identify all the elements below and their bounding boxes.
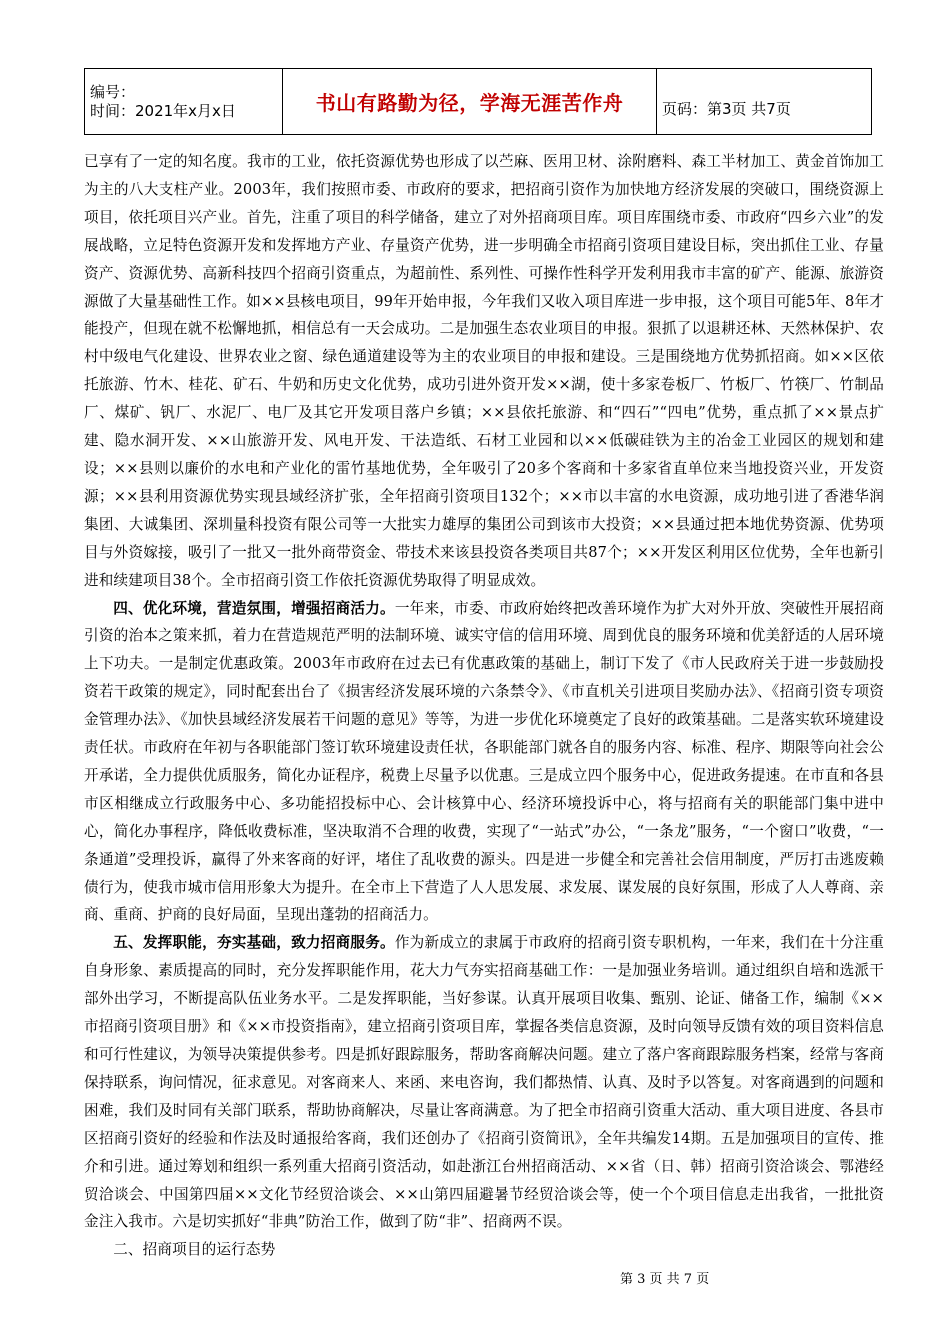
paragraph — [84, 148, 884, 595]
page-header — [84, 68, 872, 135]
section-heading: 五、发挥职能，夯实基础，致力招商服务。 — [113, 934, 395, 952]
header-meta — [85, 69, 283, 135]
page-footer: 第 3 页 共 7 页 — [620, 1272, 710, 1287]
paragraph-text: 一年来，市委、市政府始终把改善环境作为扩大对外开放、突破性开展招商引资的治本之策来抓，着力在营造规范严明的法制环境、诚实守信的信用环境、周到优良的服务环境和优美舒适的人居环境上下功夫。一是制定优惠政策。2003年市政府在过去已有优惠政策的基础上，制订下发了《市人民政府关于进一步鼓励投资若干政策的规定》，同时配套出台了《损害经济发展环境的六条禁令》、《市直机关引进项目奖励办法》、《招商引资专项资金管理办法》、《加快县域经济发展若干问题的意见》等等，为进一步优化环境奠定了良好的政策基础。二是落实软环境建设责任状。市政府在年初与各职能部门签订软环境建设责任状，各职能部门就各自的服务内容、标准、程序、期限等向社会公开承诺，全力提供优质服务，简化办证程序，税费上尽量予以优惠。三是成立四个服务中心，促进政务提速。在市直和各县市区相继成立行政服务中心、多功能招投标中心、会计核算中心、经济环境投诉中心，将与招商有关的职能部门集中进中心，简化办事程序，降低收费标准，坚决取消不合理的收费，实现了“一站式”办公，“一条龙”服务，“一个窗口”收费，“一条通道”受理投诉，赢得了外来客商的好评，堵住了乱收费的源头。四是进一步健全和完善社会信用制度，严厉打击逃废赖债行为，使我市城市信用形象大为提升。在全市上下营造了人人思发展、求发展、谋发展的良好氛围，形成了人人尊商、亲商、重商、护商的良好局面，呈现出蓬勃的招商活力。 — [84, 599, 884, 924]
section-heading: 四、优化环境，营造氛围，增强招商活力。 — [113, 599, 395, 617]
document-number: 编号： — [90, 82, 136, 101]
paragraph-section-four — [84, 595, 884, 930]
header-page-number: 页码：第3页 共7页 — [657, 69, 872, 135]
document-body — [84, 148, 884, 1264]
paragraph-text: 已享有了一定的知名度。我市的工业，依托资源优势也形成了以苎麻、医用卫材、涂附磨料、森工半材加工、黄金首饰加工为主的八大支柱产业。2003年，我们按照市委、市政府的要求，把招商引资作为加快地方经济发展的突破口，围绕资源上项目，依托项目兴产业。首先，注重了项目的科学储备，建立了对外招商项目库。项目库围绕市委、市政府“四乡六业”的发展战略，立足特色资源开发和发挥地方产业、存量资产优势，进一步明确全市招商引资项目建设目标，突出抓住工业、存量资产、资源优势、高新科技四个招商引资重点，为超前性、系列性、可操作性科学开发利用我市丰富的矿产、能源、旅游资源做了大量基础性工作。如××县核电项目，99年开始申报，今年我们又收入项目库进一步申报，这个项目可能5年、8年才能投产，但现在就不松懈地抓，相信总有一天会成功。二是加强生态农业项目的申报。狠抓了以退耕还林、天然林保护、农村中级电气化建设、世界农业之窗、绿色通道建设等为主的农业项目的申报和建设。三是围绕地方优势抓招商。如××区依托旅游、竹木、桂花、矿石、牛奶和历史文化优势，成功引进外资开发××湖，使十多家卷板厂、竹板厂、竹筷厂、竹制品厂、煤矿、钒厂、水泥厂、电厂及其它开发项目落户乡镇；××县依托旅游、和“四石”“四电”优势，重点抓了××景点扩建、隐水洞开发、××山旅游开发、风电开发、干法造纸、石材工业园和以××低碳硅铁为主的冶金工业园区的规划和建设；××县则以廉价的水电和产业化的雷竹基地优势，全年吸引了20多个客商和十多家省直单位来当地投资兴业，开发资源；××县利用资源优势实现县域经济扩张，全年招商引资项目132个；××市以丰富的水电资源，成功地引进了香港华润集团、大诚集团、深圳量科投资有限公司等一大批实力雄厚的集团公司到该市大投资；××县通过把本地优势资源、优势项目与外资嫁接，吸引了一批又一批外商带资金、带技术来该县投资各类项目共87个；××开发区利用区位优势，全年也新引进和续建项目38个。全市招商引资工作依托资源优势取得了明显成效。 — [84, 153, 884, 589]
subsection-heading — [84, 1236, 884, 1264]
paragraph-text: 作为新成立的隶属于市政府的招商引资专职机构，一年来，我们在十分注重自身形象、素质提高的同时，充分发挥职能作用，花大力气夯实招商基础工作：一是加强业务培训。通过组织自培和选派干部外出学习，不断提高队伍业务水平。二是发挥职能，当好参谋。认真开展项目收集、甄别、论证、储备工作，编制《××市招商引资项目册》和《××市投资指南》，建立招商引资项目库，掌握各类信息资源，及时向领导反馈有效的项目资料信息和可行性建议，为领导决策提供参考。四是抓好跟踪服务，帮助客商解决问题。建立了落户客商跟踪服务档案，经常与客商保持联系，询问情况，征求意见。对客商来人、来函、来电咨询，我们都热情、认真、及时予以答复。对客商遇到的问题和困难，我们及时同有关部门联系，帮助协商解决，尽量让客商满意。为了把全市招商引资重大活动、重大项目进度、各县市区招商引资好的经验和作法及时通报给客商，我们还创办了《招商引资简讯》，全年共编发14期。五是加强项目的宣传、推介和引进。通过筹划和组织一系列重大招商引资活动，如赴浙江台州招商活动、××省（日、韩）招商引资洽谈会、鄂港经贸洽谈会、中国第四届××文化节经贸洽谈会、××山第四届避暑节经贸洽谈会等，使一个个项目信息走出我省，一批批资金注入我市。六是切实抓好“非典”防治工作，做到了防“非”、招商两不误。 — [84, 934, 884, 1231]
paragraph-section-five — [84, 929, 884, 1236]
paragraph-text: 二、招商项目的运行态势 — [113, 1241, 276, 1259]
header-motto: 书山有路勤为径，学海无涯苦作舟 — [283, 69, 657, 135]
document-date: 时间：2021年x月x日 — [90, 101, 236, 120]
